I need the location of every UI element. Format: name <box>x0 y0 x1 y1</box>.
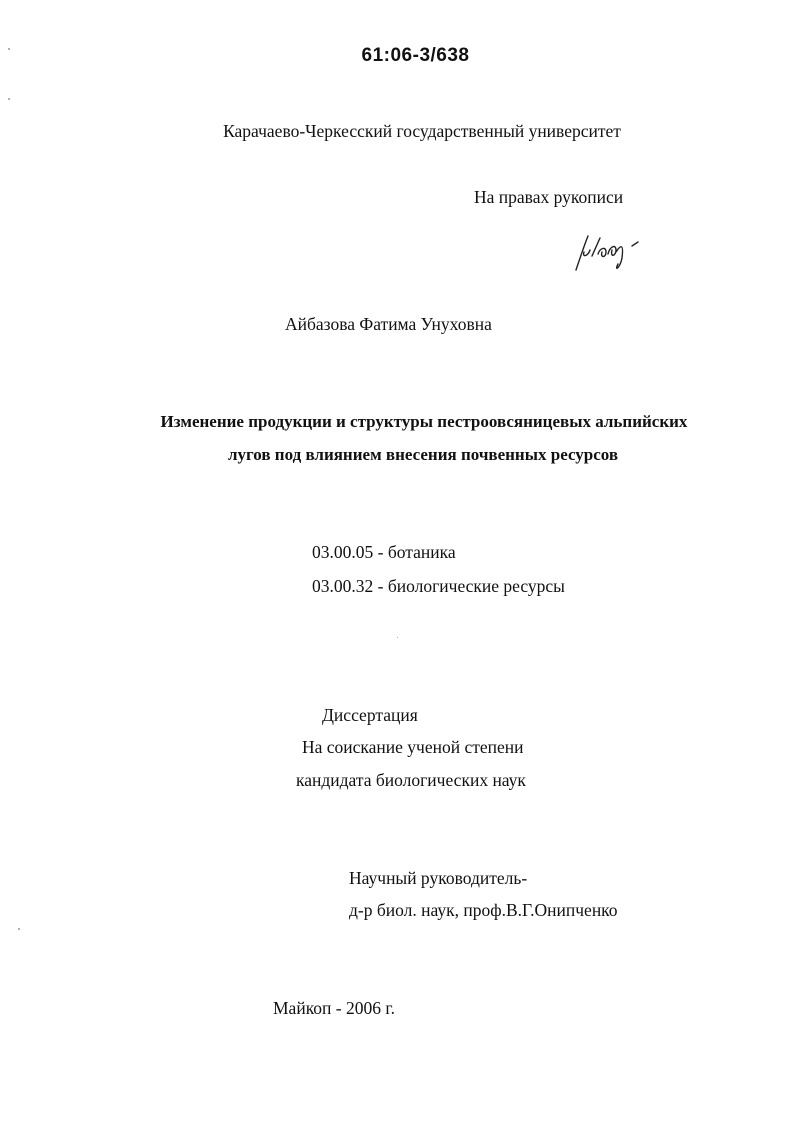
place-and-year: Майкоп - 2006 г. <box>273 998 395 1018</box>
dissertation-title-line-2: лугов под влиянием внесения почвенных ресурсов <box>227 445 619 464</box>
specialty-code-1: 03.00.05 - ботаника <box>312 542 456 562</box>
supervisor-name: д-р биол. наук, проф.В.Г.Онипченко <box>349 900 618 920</box>
author-name: Айбазова Фатима Унуховна <box>285 314 492 334</box>
degree-line-2: кандидата биологических наук <box>296 770 526 790</box>
registry-code: 61:06-3/638 <box>361 45 470 66</box>
scan-speck <box>18 928 20 930</box>
scan-speck <box>397 637 398 638</box>
manuscript-rights-note: На правах рукописи <box>474 187 624 207</box>
work-type: Диссертация <box>322 705 418 725</box>
supervisor-label: Научный руководитель- <box>349 868 528 888</box>
degree-line-1: На соискание ученой степени <box>302 737 524 757</box>
scan-speck <box>8 98 10 100</box>
university-name: Карачаево-Черкесский государственный университет <box>223 121 621 141</box>
handwritten-signature <box>570 228 650 276</box>
specialty-code-2: 03.00.32 - биологические ресурсы <box>312 576 565 596</box>
dissertation-title-line-1: Изменение продукции и структуры пестроовсяницевых альпийских <box>160 412 688 431</box>
scan-speck <box>8 48 10 50</box>
